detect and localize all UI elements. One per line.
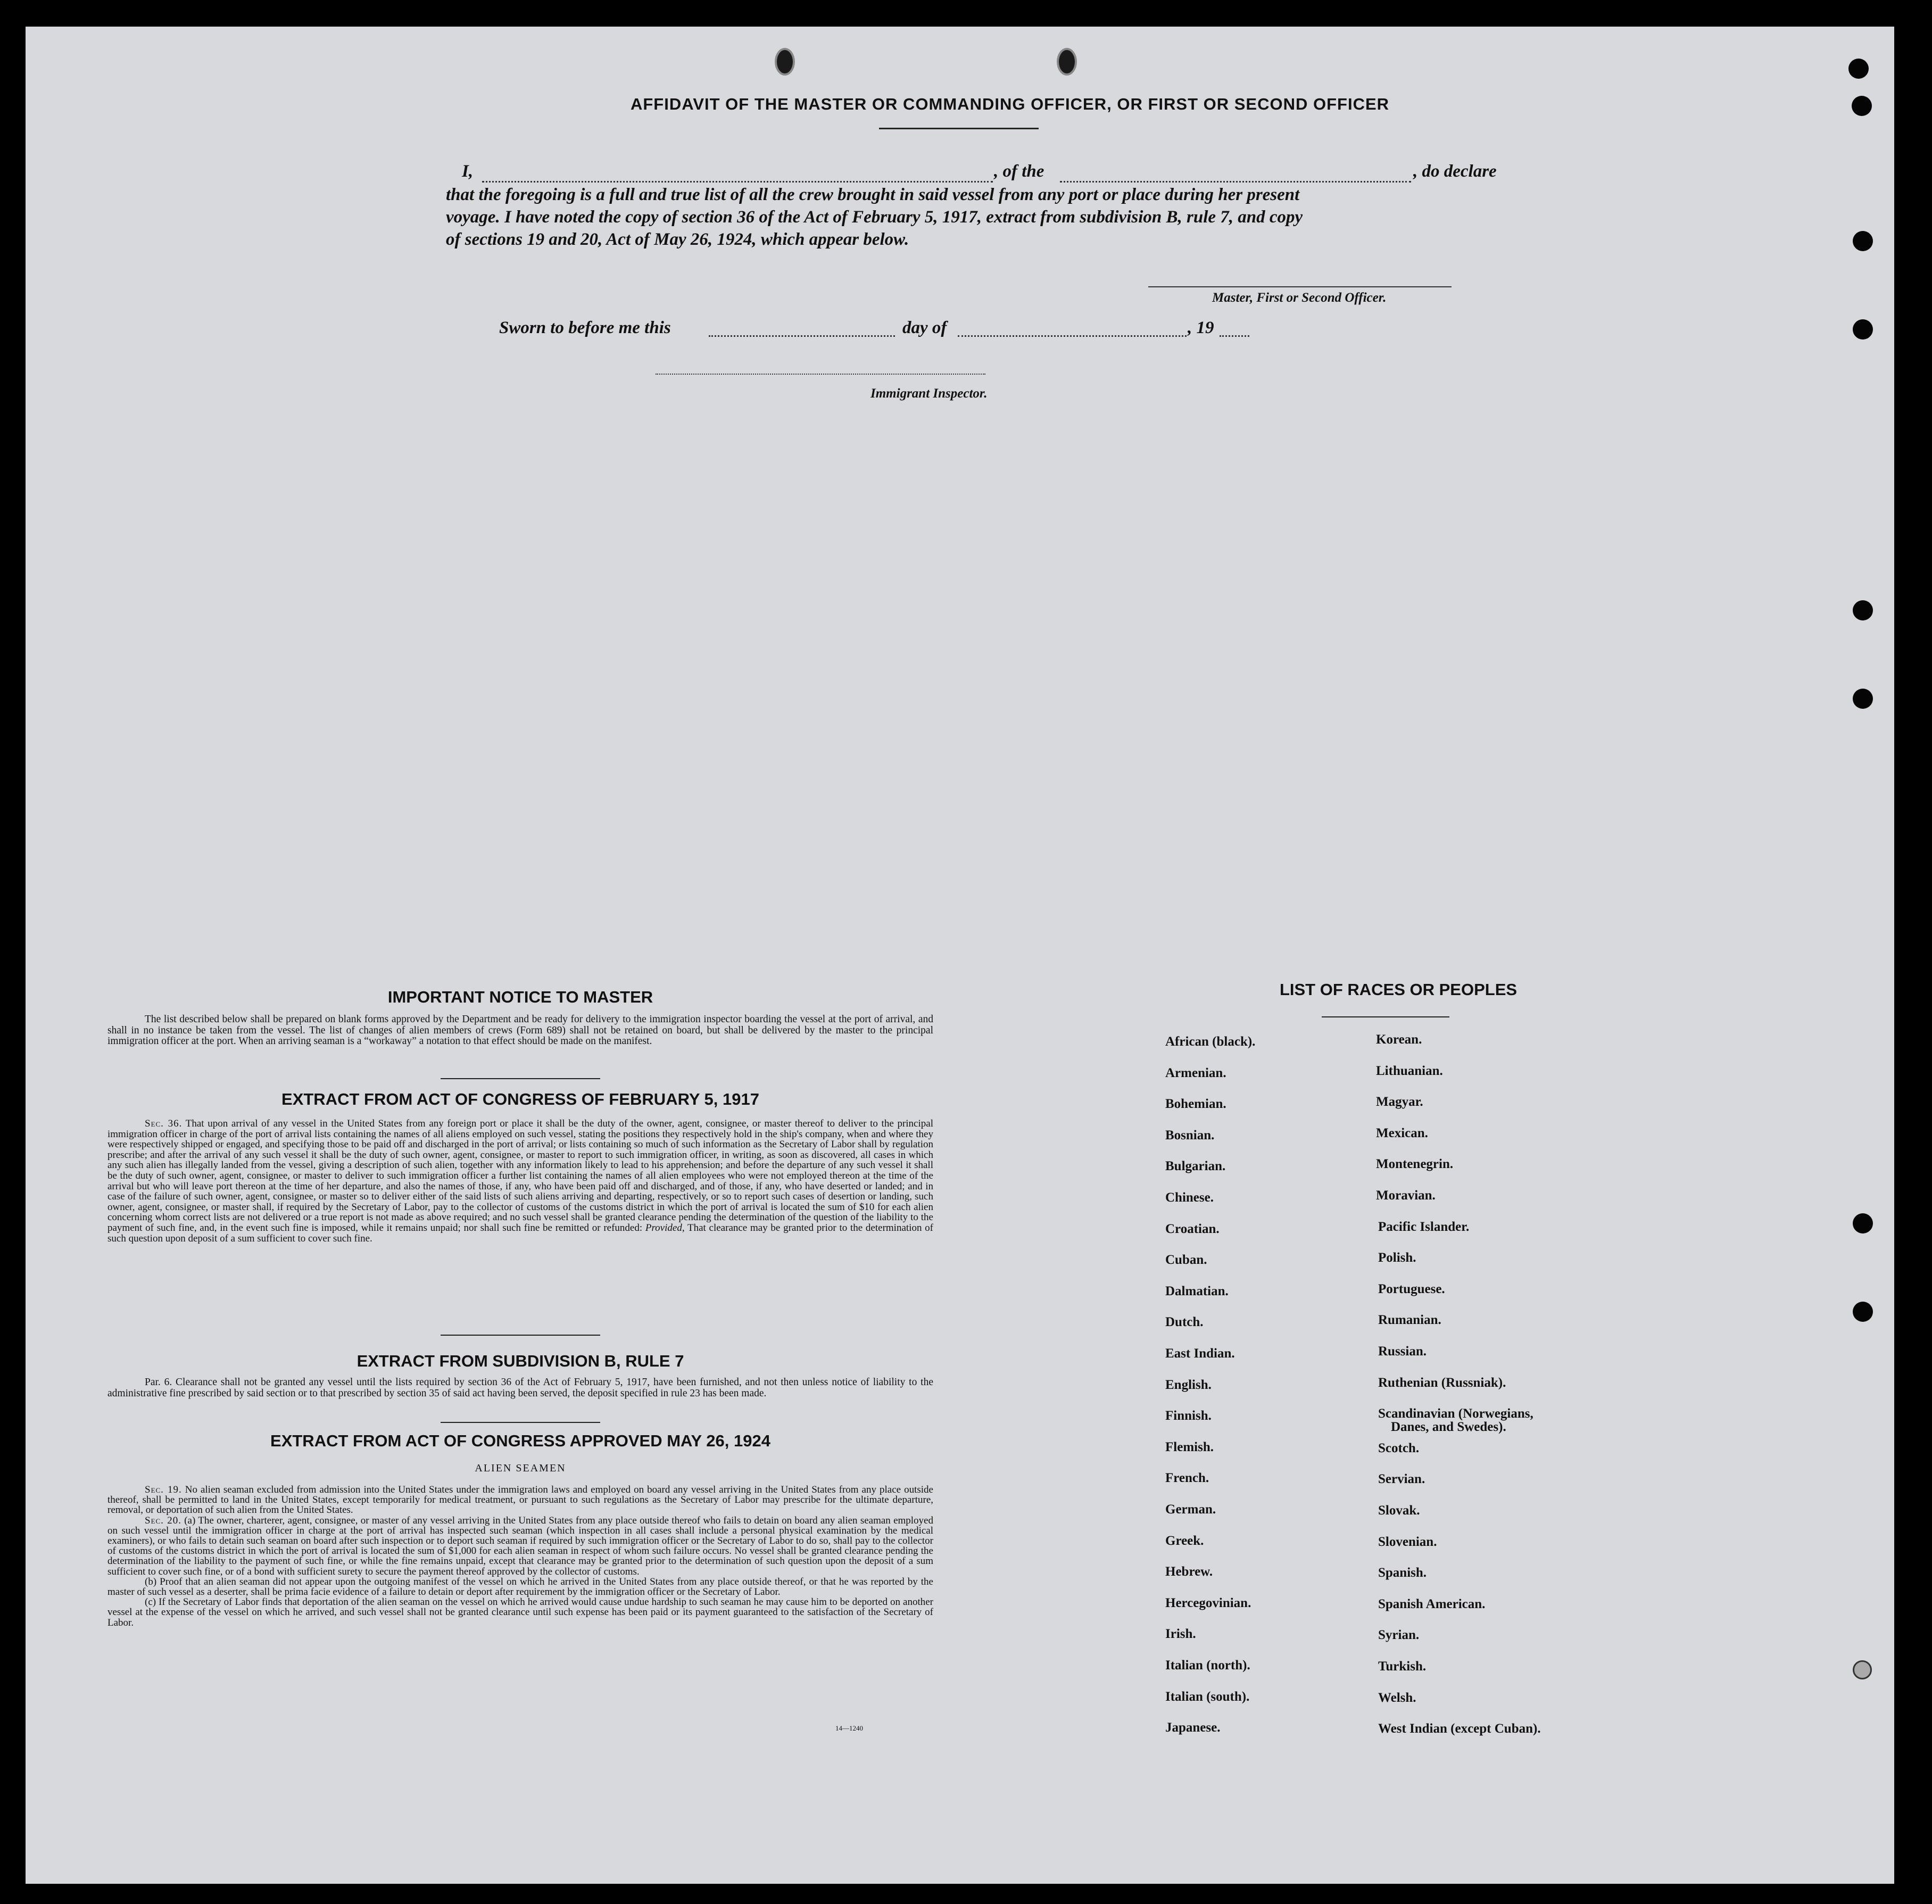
document-page <box>26 27 1894 1884</box>
races-title-rule <box>1322 1016 1449 1017</box>
notice-rule <box>441 1078 600 1079</box>
sec-20a-text: (a) The owner, charterer, agent, consignee, or master of any vessel arriving in the United States from any place outside thereof who fails to detain on board any alien seaman employed on such vessel until the immigration officer in charge at the port of arrival has inspected such seaman (which inspection in all cases shall include a personal physical examination by the medical examiners), or who fails to detain such seaman on board after such inspection or to deport such seaman if required by such immigration officer or the Secretary of Labor to do so, shall pay to the collector of customs of the customs district in which the port of arrival is located the sum of $1,000 for each alien seaman in respect of whom such failure occurs. No vessel shall be granted clearance pending the determination of the liability to the payment of such fine, or while the fine remains unpaid, except that clearance may be granted prior to the determination of such question upon the deposit of a sum sufficient to cover such fine, or of a bond with sufficient surety to secure the payment thereof approved by the collector of customs. <box>107 1514 933 1577</box>
race-mexican: Mexican. <box>1376 1125 1428 1140</box>
race-west-indian-except-cuban: West Indian (except Cuban). <box>1378 1721 1541 1736</box>
sec-20a-paragraph <box>107 1516 933 1577</box>
race-japanese: Japanese. <box>1165 1720 1221 1735</box>
inspector-signature-line <box>656 374 985 375</box>
affidavit-line-4: of sections 19 and 20, Act of May 26, 1924, which appear below. <box>446 230 909 249</box>
binder-hole-top-left <box>775 48 795 76</box>
rule-7-title: EXTRACT FROM SUBDIVISION B, RULE 7 <box>356 1352 684 1370</box>
races-title: LIST OF RACES OR PEOPLES <box>1279 980 1518 999</box>
act-1917-title: EXTRACT FROM ACT OF CONGRESS OF FEBRUARY 5, 1917 <box>281 1090 759 1108</box>
act-1917-body: That upon arrival of any vessel in the United States from any foreign port or place it shall be the duty of the owner, agent, consignee, or master thereof to deliver to the principal immigration officer in charge of the port of arrival lists containing the names of all aliens employed on such vessel, stating the positions they respectively hold in the ship's company, when and where they were respectively shipped or engaged, and specifying those to be paid off and discharged in the port of arrival; or lists containing so much of such information as the Secretary of Labor shall by regulation prescribe; and after the arrival of any such vessel it shall be the duty of such owner, agent, consignee, or master to report to such immigration officer, in writing, as soon as discovered, all cases in which any such alien has illegally landed from the vessel, giving a description of such alien, together with any information likely to lead to his apprehension; and before the departure of any such vessel it shall be the duty of such owner, agent, consignee, or master to deliver to such immigration officer a further list containing the names of all alien employees who were not employed thereon at the time of the arrival but who will leave port thereon at the time of her departure, and also the names of those, if any, who have been paid off and discharged, and of those, if any, who have deserted or landed; and in case of the failure of such owner, agent, consignee, or master so to deliver either of the said lists of such aliens arriving and departing, respectively, or so to report such cases of desertion or landing, such owner, agent, consignee, or master shall, if required by the Secretary of Labor, pay to the collector of customs of the customs district in which the port of arrival is located the sum of $10 for each alien concerning whom correct lists are not delivered or a true report is not made as above required; and no such vessel shall be granted clearance pending the determination of the question of the liability to the payment of such fine, and, in the event such fine is imposed, while it remains unpaid; nor shall such fine be remitted or refunded: <box>107 1118 933 1234</box>
sec-19-paragraph <box>107 1485 933 1516</box>
name-blank <box>482 181 993 183</box>
race-scandinavian-norwegians: Scandinavian (Norwegians, <box>1378 1406 1533 1421</box>
race-french: French. <box>1165 1471 1209 1486</box>
year-label: , 19 <box>1188 318 1214 337</box>
notice-text: The list described below shall be prepared on blank forms approved by the Department and be ready for delivery to the immigration inspector boarding the vessel at the port of arrival, and shall in no instance be taken from the vessel. The list of changes of alien members of crews (Form 689) shall not be retained on board, but shall be delivered by the master to the principal immigration officer at the port. When an arriving seaman is a “workaway” a notation to that effect should be made on the manifest. <box>107 1014 933 1047</box>
binder-hole-8 <box>1853 1302 1873 1322</box>
race-english: English. <box>1165 1377 1212 1392</box>
race-portuguese: Portuguese. <box>1378 1281 1445 1296</box>
race-spanish: Spanish. <box>1378 1566 1427 1580</box>
act-1917-provided: Provided, <box>645 1222 685 1234</box>
sworn-day-blank <box>709 335 895 337</box>
affidavit-title: AFFIDAVIT OF THE MASTER OR COMMANDING OFFICER, OR FIRST OR SECOND OFFICER <box>630 95 1390 113</box>
race-cuban: Cuban. <box>1165 1253 1207 1268</box>
race-east-indian: East Indian. <box>1165 1346 1235 1361</box>
race-slovenian: Slovenian. <box>1378 1534 1437 1549</box>
race-dutch: Dutch. <box>1165 1315 1204 1330</box>
sec-20b-paragraph: (b) Proof that an alien seaman did not appear upon the outgoing manifest of the vessel on which he arrived in the United States from any place outside thereof, or that he was reported by the master of such vessel as a deserter, shall be prima facie evidence of a failure to detain or deport after requirement by the immigration officer or the Secretary of Labor. <box>107 1576 933 1598</box>
race-croatian: Croatian. <box>1165 1221 1220 1236</box>
vessel-blank <box>1060 181 1411 183</box>
race-bohemian: Bohemian. <box>1165 1097 1226 1112</box>
act-1917-rule <box>441 1335 600 1336</box>
affidavit-line-3: voyage. I have noted the copy of section 36 of the Act of February 5, 1917, extract from subdivision B, rule 7, and copy <box>446 208 1303 227</box>
inspector-label: Immigrant Inspector. <box>870 386 988 401</box>
race-rumanian: Rumanian. <box>1378 1313 1441 1328</box>
race-greek: Greek. <box>1165 1533 1204 1548</box>
race-chinese: Chinese. <box>1165 1190 1214 1205</box>
binder-hole-5 <box>1853 600 1873 620</box>
rule-7-text: Par. 6. Clearance shall not be granted any vessel until the lists required by section 36 of the Act of February 5, 1917, have been furnished, and not then unless notice of liability to the administrative fine prescribed by said section or to that prescribed by section 35 of said act having been served, the deposit specified in rule 23 has been made. <box>107 1377 933 1399</box>
act-1924-title: EXTRACT FROM ACT OF CONGRESS APPROVED MAY 26, 1924 <box>270 1431 770 1450</box>
race-polish: Polish. <box>1378 1251 1416 1265</box>
race-flemish: Flemish. <box>1165 1439 1214 1454</box>
race-armenian: Armenian. <box>1165 1065 1226 1080</box>
race-italian-south: Italian (south). <box>1165 1689 1250 1704</box>
race-montenegrin: Montenegrin. <box>1376 1157 1454 1172</box>
act-1924-text <box>107 1485 933 1628</box>
race-pacific-islander: Pacific Islander. <box>1378 1219 1470 1234</box>
race-italian-north: Italian (north). <box>1165 1658 1250 1673</box>
day-of-label: day of <box>902 318 947 337</box>
race-scandinavian-continuation: Danes, and Swedes). <box>1391 1420 1506 1435</box>
race-syrian: Syrian. <box>1378 1628 1420 1643</box>
sec-19-label: Sec. 19. <box>145 1484 182 1495</box>
sworn-month-blank <box>958 335 1187 337</box>
act-1917-text <box>107 1119 933 1244</box>
race-african-black: African (black). <box>1165 1034 1256 1049</box>
race-scotch: Scotch. <box>1378 1441 1420 1455</box>
sec-20-label: Sec. 20. <box>145 1514 181 1526</box>
master-signature-line <box>1148 286 1452 287</box>
sec-20c-paragraph: (c) If the Secretary of Labor finds that deportation of the alien seaman on the vessel on which he arrived would cause undue hardship to such seaman he may cause him to be deported on another vessel at the expense of the vessel on which he arrived, and such vessel shall not be granted clearance until such expense has been paid or its payment guaranteed to the satisfaction of the Secretary of Labor. <box>107 1596 933 1628</box>
binder-hole-3 <box>1853 231 1873 251</box>
race-irish: Irish. <box>1165 1627 1196 1642</box>
affidavit-i: I, <box>462 162 474 181</box>
race-slovak: Slovak. <box>1378 1503 1420 1518</box>
sec-19-text: No alien seaman excluded from admission into the United States under the immigration laws and employed on board any vessel arriving in the United States from any place outside thereof, shall be permitted to land in the United States, except temporarily for medical treatment, or pursuant to such regulations as the Secretary of Labor may prescribe for the ultimate departure, removal, or deportation of such alien from the United States. <box>107 1484 933 1516</box>
race-lithuanian: Lithuanian. <box>1376 1063 1443 1078</box>
sworn-year-blank <box>1220 335 1249 337</box>
rule-7-rule <box>441 1422 600 1423</box>
binder-hole-1 <box>1848 59 1869 79</box>
act-1917-section-label: Sec. 36. <box>145 1118 183 1129</box>
affidavit-line-2: that the foregoing is a full and true list of all the crew brought in said vessel from any port or place during her present <box>446 185 1300 204</box>
affidavit-of-the: , of the <box>994 162 1044 181</box>
notice-title: IMPORTANT NOTICE TO MASTER <box>387 988 653 1006</box>
binder-hole-2 <box>1852 96 1872 116</box>
race-welsh: Welsh. <box>1378 1690 1416 1705</box>
sworn-label: Sworn to before me this <box>499 318 671 337</box>
race-korean: Korean. <box>1376 1032 1422 1047</box>
affidavit-title-rule <box>879 128 1039 129</box>
race-dalmatian: Dalmatian. <box>1165 1284 1229 1298</box>
race-ruthenian-russniak: Ruthenian (Russniak). <box>1378 1375 1506 1390</box>
binder-hole-6 <box>1853 689 1873 709</box>
binder-hole-7 <box>1853 1213 1873 1234</box>
binder-hole-top-right <box>1057 48 1077 76</box>
master-signature-label: Master, First or Second Officer. <box>1212 291 1387 305</box>
affidavit-declare: , do declare <box>1413 162 1497 181</box>
race-bulgarian: Bulgarian. <box>1165 1159 1226 1174</box>
race-russian: Russian. <box>1378 1344 1427 1359</box>
race-hercegovinian: Hercegovinian. <box>1165 1595 1251 1610</box>
race-magyar: Magyar. <box>1376 1095 1423 1110</box>
binder-hole-4 <box>1853 319 1873 340</box>
binder-hole-9 <box>1853 1660 1872 1679</box>
act-1924-subtitle: ALIEN SEAMEN <box>475 1462 566 1474</box>
race-hebrew: Hebrew. <box>1165 1564 1213 1579</box>
race-german: German. <box>1165 1502 1216 1517</box>
race-turkish: Turkish. <box>1378 1659 1427 1674</box>
act-1917-body-end: That clearance may be granted prior to the determination of such question upon deposit of a sum sufficient to cover such fine. <box>107 1222 934 1244</box>
race-finnish: Finnish. <box>1165 1409 1212 1423</box>
race-spanish-american: Spanish American. <box>1378 1596 1486 1611</box>
race-bosnian: Bosnian. <box>1165 1128 1215 1143</box>
race-servian: Servian. <box>1378 1472 1425 1487</box>
form-number: 14—1240 <box>835 1724 863 1732</box>
race-moravian: Moravian. <box>1376 1188 1436 1203</box>
